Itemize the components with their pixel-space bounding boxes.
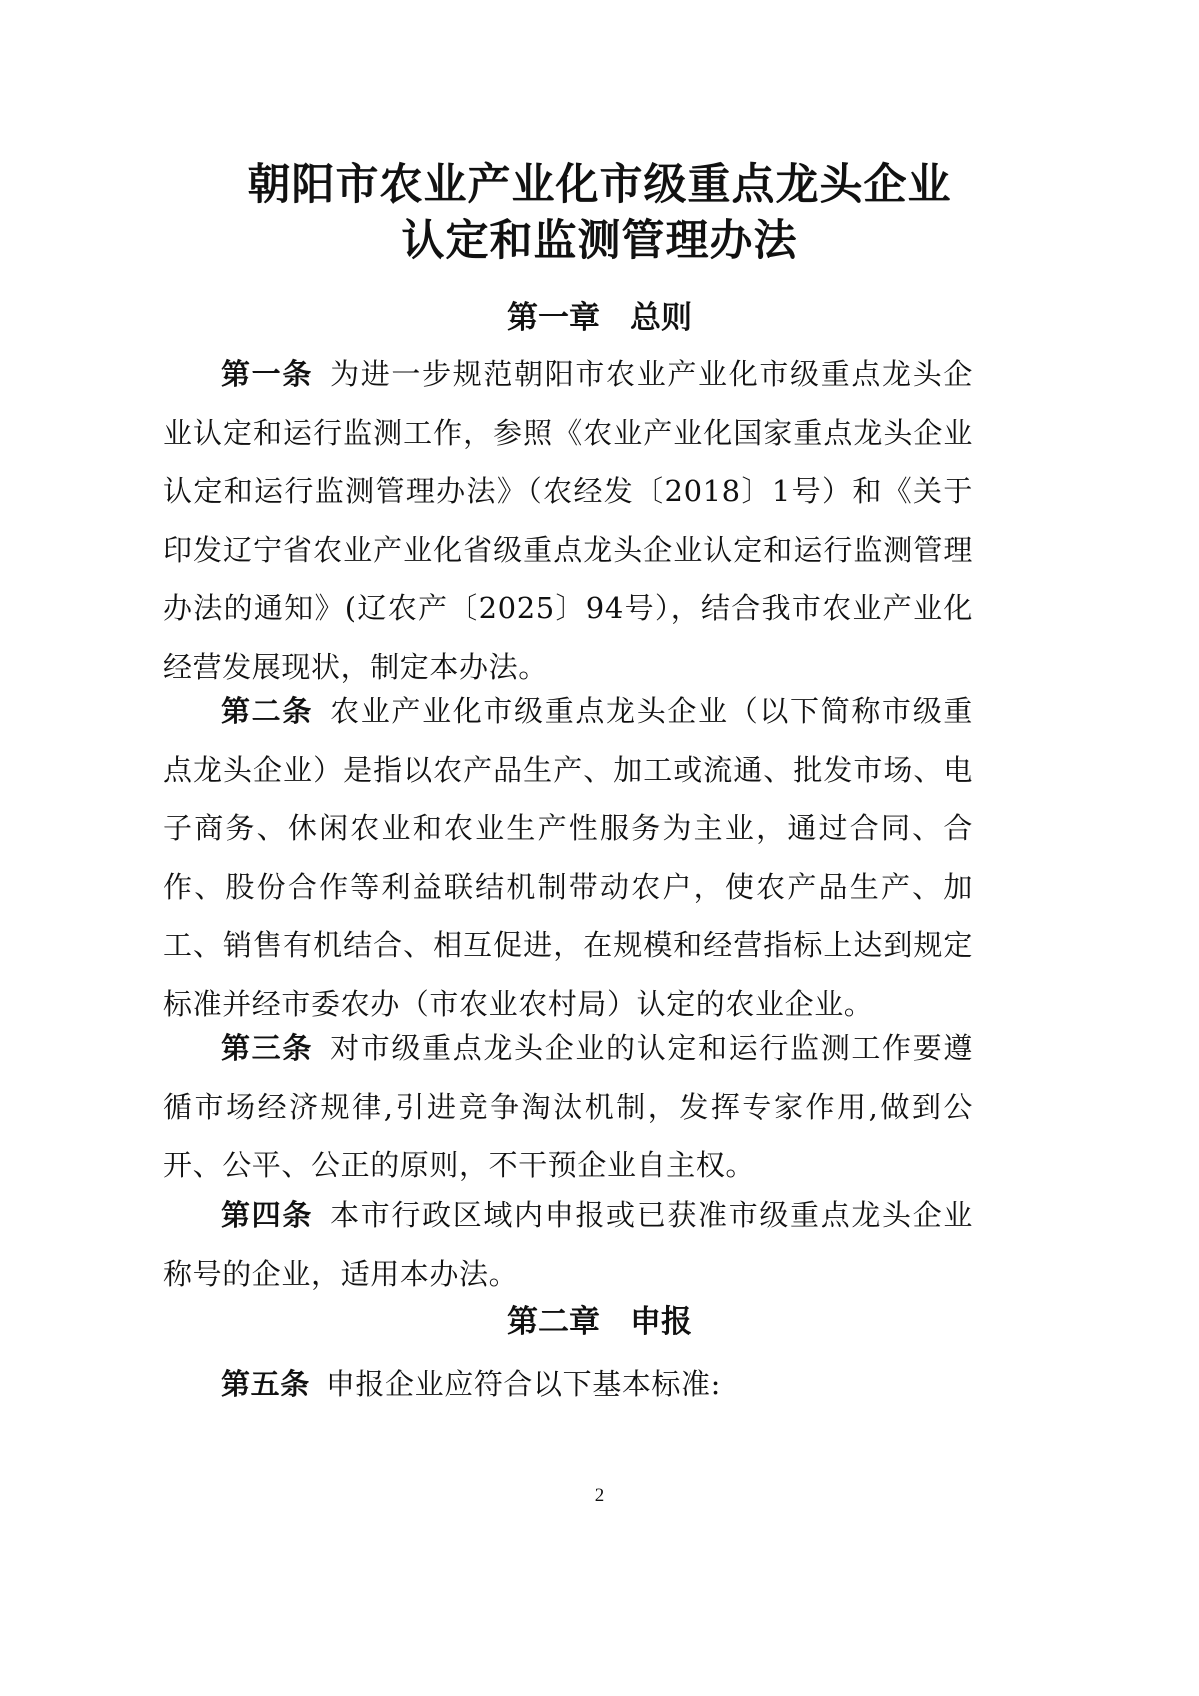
chapter-name: 申报 <box>630 1304 692 1340</box>
article-label: 第三条 <box>221 1031 313 1065</box>
article-1 <box>163 345 973 696</box>
article-4 <box>163 1186 973 1303</box>
article-text: 本市行政区域内申报或已获准市级重点龙头企业称号的企业，适用本办法。 <box>163 1198 973 1291</box>
chapter-heading-2 <box>0 1302 1199 1342</box>
chapter-heading-1 <box>0 298 1199 338</box>
article-label: 第一条 <box>221 357 313 391</box>
article-text: 申报企业应符合以下基本标准: <box>325 1367 721 1401</box>
document-title-line-1: 朝阳市农业产业化市级重点龙头企业 <box>247 160 952 210</box>
article-label: 第五条 <box>221 1367 310 1401</box>
article-2 <box>163 682 973 1033</box>
chapter-number: 第二章 <box>507 1304 600 1340</box>
article-3 <box>163 1019 973 1195</box>
chapter-number: 第一章 <box>507 300 600 336</box>
page-number: 2 <box>594 1485 605 1506</box>
article-label: 第四条 <box>221 1198 313 1232</box>
article-label: 第二条 <box>221 694 313 728</box>
article-text: 为进一步规范朝阳市农业产业化市级重点龙头企业认定和运行监测工作，参照《农业产业化国家重点龙头企业认定和运行监测管理办法》（农经发〔2018〕1号）和《关于印发辽宁省农业产业化省级重点龙头企业认定和运行监测管理办法的通知》(辽农产〔2025〕94号），结合我市农业产业化经营发展现状，制定本办法。 <box>163 357 973 684</box>
article-text: 农业产业化市级重点龙头企业（以下简称市级重点龙头企业）是指以农产品生产、加工或流通、批发市场、电子商务、休闲农业和农业生产性服务为主业，通过合同、合作、股份合作等利益联结机制带动农户，使农产品生产、加工、销售有机结合、相互促进，在规模和经营指标上达到规定标准并经市委农办（市农业农村局）认定的农业企业。 <box>163 694 973 1021</box>
chapter-name: 总则 <box>630 300 692 336</box>
document-title-line-2: 认定和监测管理办法 <box>401 216 798 266</box>
article-text: 对市级重点龙头企业的认定和运行监测工作要遵循市场经济规律,引进竞争淘汰机制，发挥专家作用,做到公开、公平、公正的原则，不干预企业自主权。 <box>163 1031 973 1182</box>
article-5 <box>163 1355 973 1414</box>
